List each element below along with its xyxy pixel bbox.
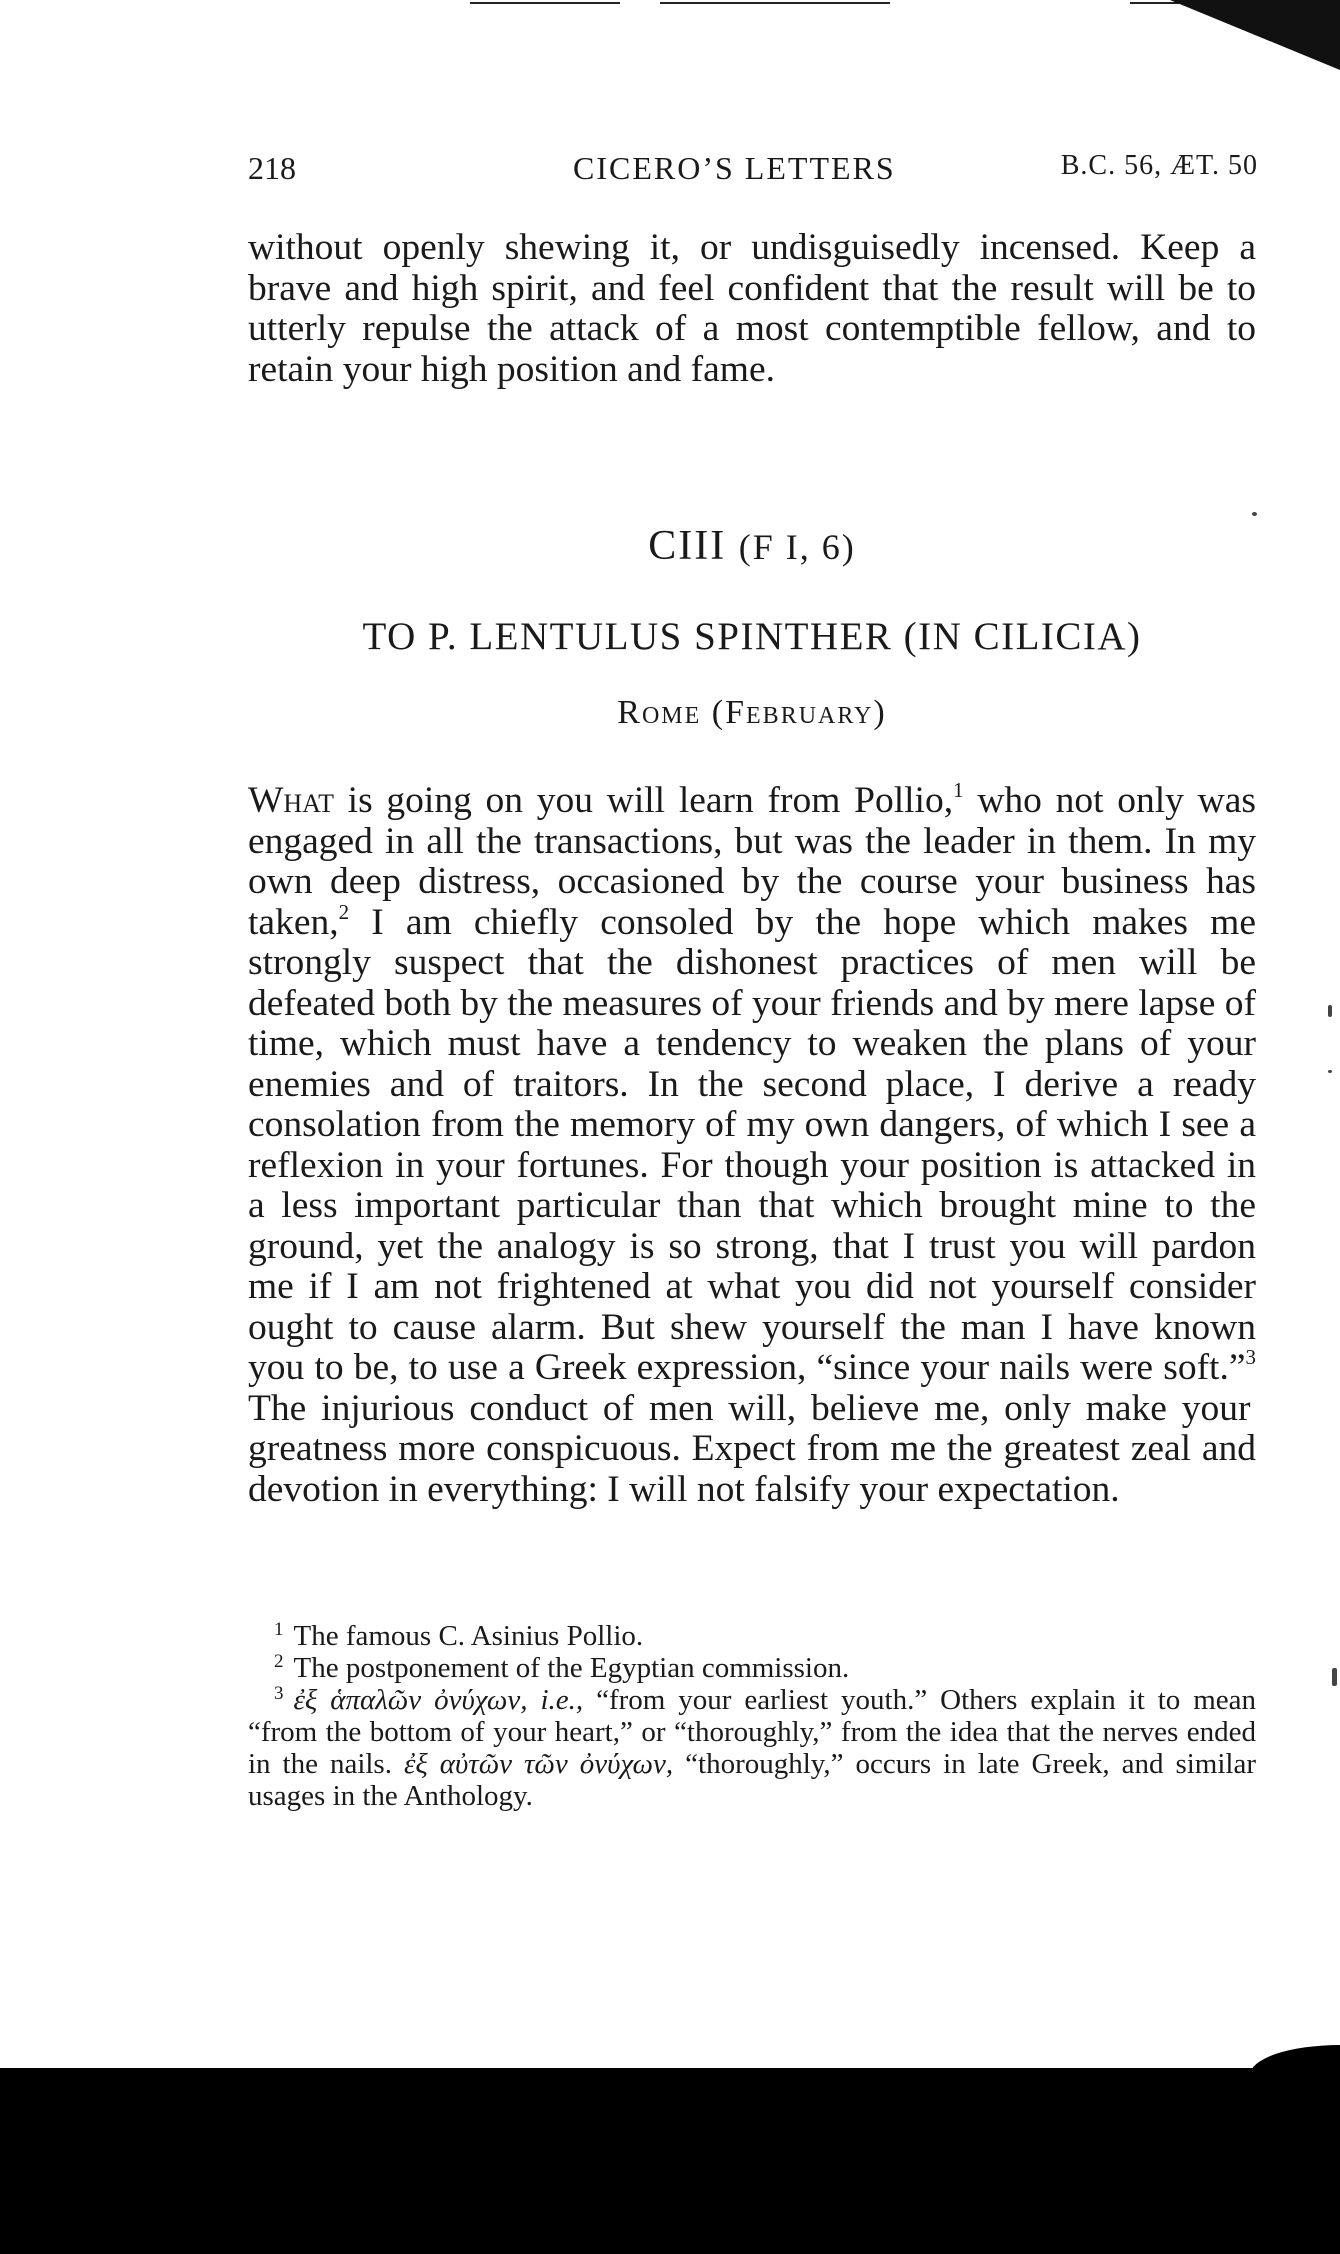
footnote-ref[interactable]: 1 (953, 778, 964, 802)
greek-phrase: ἐξ ἁπαλῶν ὀνύχων, (293, 1684, 528, 1716)
scan-edge-line (660, 2, 890, 4)
letter-body (248, 778, 1256, 1510)
footnote-marker: 3 (274, 1683, 284, 1704)
letter-number: CIII (648, 523, 727, 569)
letter-place-date: Rome (February) (617, 694, 887, 731)
scan-corner-shadow (1170, 0, 1340, 70)
footnote (248, 1620, 1256, 1652)
scan-speck (1328, 1070, 1332, 1073)
footnote-text: “thoroughly,” occurs in late Greek, and similar usages in the Anthology. (248, 1748, 1256, 1812)
footnote-text: The postponement of the Egyptian commission. (293, 1652, 850, 1684)
footnote-ref[interactable]: 3 (1245, 1345, 1256, 1369)
letter-heading (248, 522, 1256, 570)
body-text-1: is going on you will learn from Pollio, (333, 780, 954, 821)
letter-recipient: TO P. LENTULUS SPINTHER (IN CILICIA) (362, 615, 1142, 658)
body-text-2: who not only was engaged in all the transactions, but was the leader in them. In my own deep distress, occasioned by the course your business has taken, (248, 780, 1256, 943)
footnotes (248, 1620, 1256, 1812)
body-text-3: I am chiefly consoled by the hope which makes me strongly suspect that the dishonest practices of men will be defeated both by the measures of your friends and by mere lapse of time, which must have a tendency to weaken the plans of your enemies and of traitors. In the second place, I derive a ready consolation from the memory of my own dangers, of which I see a reflexion in your fortunes. For though your position is attacked in a less important particular than that which brought mine to the ground, yet the analogy is so strong, that I trust you will pardon me if I am not frightened at what you did not yourself consider ought to cause alarm. But shew yourself the man I have known you to be, to use a Greek expression, “since your nails were soft.” (248, 901, 1256, 1388)
footnote-ref[interactable]: 2 (338, 899, 350, 924)
letter-reference: (F I, 6) (738, 527, 856, 567)
footnote-marker: 2 (274, 1651, 284, 1672)
greek-phrase: ἐξ αὐτῶν τῶν ὀνύχων, (403, 1748, 674, 1780)
footnote-text: “from your earliest youth.” Others explain it to mean “from the bottom of your heart,” or “thoroughly,” from the idea that the nerves ended in the nails. (248, 1684, 1257, 1780)
paragraph-continuation: without openly shewing it, or undisguisedly incensed. Keep a brave and high spirit, and feel confident that the result will be to utterly repulse the attack of a most contemptible fellow, and to retain your high position and fame. (248, 227, 1256, 390)
scan-edge-line (470, 2, 620, 4)
opening-word: What (248, 780, 334, 821)
footnote-abbrev: i.e., (540, 1684, 584, 1716)
running-date: B.C. 56, ÆT. 50 (1060, 150, 1258, 181)
footnote-marker: 1 (274, 1619, 284, 1640)
scan-speck (1332, 1668, 1337, 1686)
page-number: 218 (248, 150, 296, 186)
scan-bottom-band (0, 2068, 1340, 2254)
footnote (248, 1684, 1256, 1812)
body-text-4: The injurious conduct of men will, believe me, only make your greatness more conspicuous. Expect from me the greatest zeal and devotion in everything: I will not falsify your expectation. (248, 1387, 1256, 1510)
footnote (248, 1652, 1256, 1684)
running-title: CICERO’S LETTERS (573, 150, 896, 186)
scan-speck (1252, 512, 1257, 516)
scan-speck (1328, 1005, 1332, 1017)
footnote-text: The famous C. Asinius Pollio. (293, 1620, 644, 1652)
